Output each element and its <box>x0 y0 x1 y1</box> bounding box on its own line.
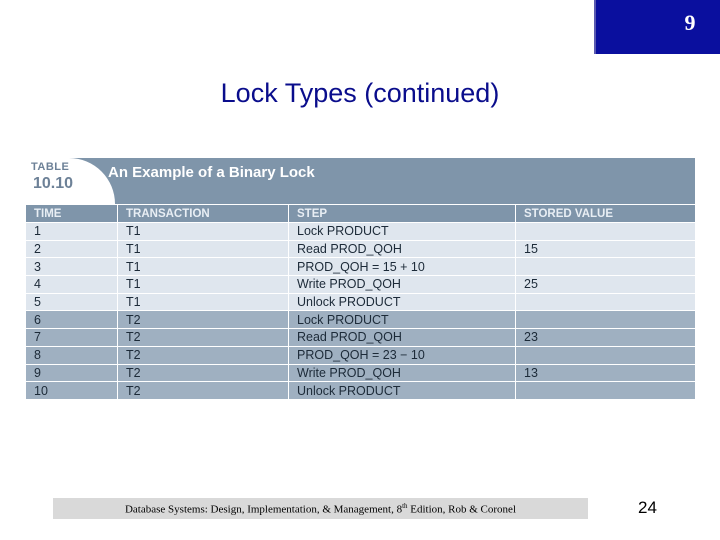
cell-step: PROD_QOH = 15 + 10 <box>289 258 516 276</box>
binary-lock-table <box>25 158 695 401</box>
cell-transaction: T2 <box>118 364 289 382</box>
cell-stored-value <box>516 258 696 276</box>
cell-time: 6 <box>26 311 118 329</box>
cell-time: 10 <box>26 382 118 400</box>
lock-steps-table <box>25 204 696 400</box>
cell-step: Write PROD_QOH <box>289 364 516 382</box>
cell-transaction: T1 <box>118 258 289 276</box>
cell-time: 7 <box>26 329 118 347</box>
table-header-row <box>26 205 696 223</box>
cell-step: Read PROD_QOH <box>289 240 516 258</box>
column-header-transaction: TRANSACTION <box>118 205 289 223</box>
table-row <box>26 276 696 294</box>
cell-stored-value <box>516 382 696 400</box>
cell-transaction: T1 <box>118 276 289 294</box>
cell-stored-value: 25 <box>516 276 696 294</box>
table-row <box>26 240 696 258</box>
column-header-time: TIME <box>26 205 118 223</box>
cell-transaction: T2 <box>118 382 289 400</box>
cell-time: 8 <box>26 346 118 364</box>
cell-transaction: T2 <box>118 329 289 347</box>
cell-step: Unlock PRODUCT <box>289 382 516 400</box>
table-tab-number: 10.10 <box>33 175 74 192</box>
table-row <box>26 258 696 276</box>
cell-time: 1 <box>26 223 118 241</box>
table-title: An Example of a Binary Lock <box>108 164 315 181</box>
page-number: 24 <box>638 498 657 517</box>
footer-text-before: Database Systems: Design, Implementation, & Management, 8 <box>124 503 403 516</box>
cell-stored-value: 23 <box>516 329 696 347</box>
cell-transaction: T2 <box>118 346 289 364</box>
column-header-step: STEP <box>289 205 516 223</box>
table-row <box>26 382 696 400</box>
slide-title: Lock Types (continued) <box>220 78 500 108</box>
table-row <box>26 223 696 241</box>
cell-time: 2 <box>26 240 118 258</box>
table-row <box>26 329 696 347</box>
table-row <box>26 364 696 382</box>
cell-time: 4 <box>26 276 118 294</box>
table-row <box>26 311 696 329</box>
cell-stored-value <box>516 223 696 241</box>
footer-citation <box>53 502 588 516</box>
cell-step: PROD_QOH = 23 − 10 <box>289 346 516 364</box>
cell-time: 3 <box>26 258 118 276</box>
column-header-stored-value: STORED VALUE <box>516 205 696 223</box>
cell-stored-value <box>516 311 696 329</box>
cell-stored-value: 13 <box>516 364 696 382</box>
footer-superscript: th <box>402 502 408 510</box>
table-row <box>26 293 696 311</box>
chapter-number: 9 <box>684 10 696 35</box>
cell-transaction: T1 <box>118 240 289 258</box>
cell-time: 5 <box>26 293 118 311</box>
cell-transaction: T1 <box>118 293 289 311</box>
cell-transaction: T2 <box>118 311 289 329</box>
table-row <box>26 346 696 364</box>
table-number-tab <box>25 158 115 204</box>
cell-stored-value <box>516 346 696 364</box>
cell-step: Unlock PRODUCT <box>289 293 516 311</box>
table-tab-label: TABLE <box>31 161 70 173</box>
table-caption-bar <box>25 158 695 204</box>
chapter-badge <box>594 0 720 54</box>
cell-step: Lock PRODUCT <box>289 223 516 241</box>
cell-stored-value <box>516 293 696 311</box>
cell-stored-value: 15 <box>516 240 696 258</box>
cell-step: Lock PRODUCT <box>289 311 516 329</box>
cell-step: Read PROD_QOH <box>289 329 516 347</box>
footer-text-after: Edition, Rob & Coronel <box>407 503 517 516</box>
cell-transaction: T1 <box>118 223 289 241</box>
cell-time: 9 <box>26 364 118 382</box>
cell-step: Write PROD_QOH <box>289 276 516 294</box>
